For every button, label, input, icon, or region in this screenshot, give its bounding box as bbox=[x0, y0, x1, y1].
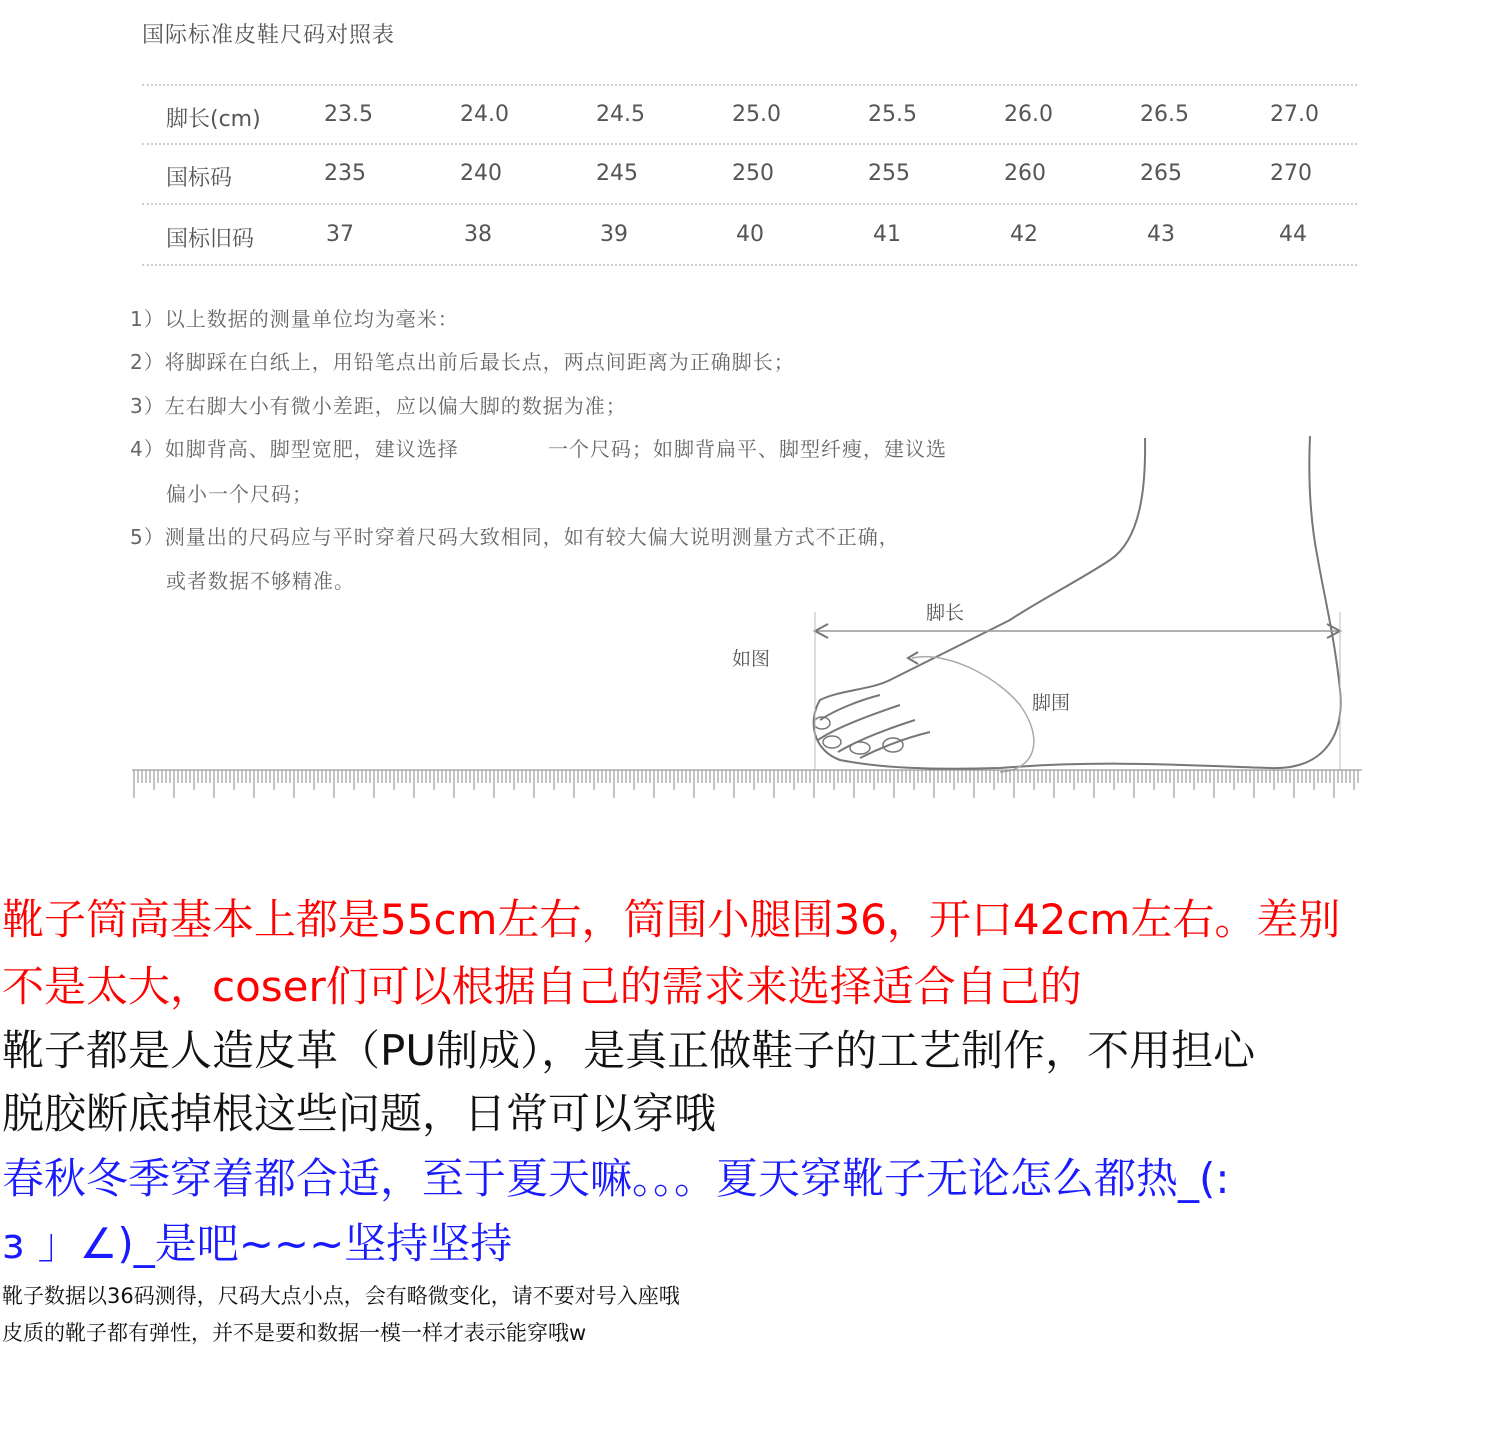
description-black-line: 靴子都是人造皮革（PU制成），是真正做鞋子的工艺制作，不用担心 bbox=[2, 1026, 1256, 1075]
description-blue-line: ɜ 」∠)_是吧~~~坚持坚持 bbox=[2, 1219, 513, 1268]
foot-outline bbox=[814, 436, 1341, 769]
table-cell: 235 bbox=[324, 161, 366, 186]
note-item: 一个尺码；如脚背扁平、脚型纤瘦，建议选 bbox=[548, 437, 947, 461]
table-cell: 44 bbox=[1279, 222, 1307, 247]
table-cell: 41 bbox=[873, 222, 901, 247]
foot-girth-curve bbox=[912, 657, 1034, 772]
table-cell: 26.0 bbox=[1004, 102, 1053, 127]
table-cell: 27.0 bbox=[1270, 102, 1319, 127]
note-item: 或者数据不够精准。 bbox=[166, 569, 355, 593]
note-item: 2）将脚踩在白纸上，用铅笔点出前后最长点，两点间距离为正确脚长； bbox=[130, 350, 795, 374]
table-cell: 250 bbox=[732, 161, 774, 186]
table-cell: 255 bbox=[868, 161, 910, 186]
table-cell: 42 bbox=[1010, 222, 1038, 247]
foot-length-label: 脚长 bbox=[926, 602, 965, 624]
note-item: 偏小一个尺码； bbox=[166, 482, 313, 506]
note-item: 4）如脚背高、脚型宽肥，建议选择 bbox=[130, 437, 459, 461]
table-cell: 270 bbox=[1270, 161, 1312, 186]
as-shown-label: 如图 bbox=[732, 648, 771, 670]
table-cell: 240 bbox=[460, 161, 502, 186]
row-label: 脚长(cm) bbox=[166, 107, 261, 132]
table-cell: 39 bbox=[600, 222, 628, 247]
table-cell: 245 bbox=[596, 161, 638, 186]
row-label: 国标旧码 bbox=[166, 227, 255, 252]
note-item: 5）测量出的尺码应与平时穿着尺码大致相同，如有较大偏大说明测量方式不正确， bbox=[130, 525, 900, 549]
table-cell: 24.5 bbox=[596, 102, 645, 127]
table-cell: 26.5 bbox=[1140, 102, 1189, 127]
description-red-line: 不是太大，coser们可以根据自己的需求来选择适合自己的 bbox=[2, 962, 1082, 1011]
description-blue-line: 春秋冬季穿着都合适，至于夏天嘛。。。夏天穿靴子无论怎么都热_(: bbox=[2, 1154, 1230, 1203]
foot-girth-label: 脚围 bbox=[1032, 692, 1071, 714]
table-cell: 37 bbox=[326, 222, 354, 247]
description-black-line: 脱胶断底掉根这些问题，日常可以穿哦 bbox=[2, 1089, 717, 1138]
table-cell: 24.0 bbox=[460, 102, 509, 127]
toe-line bbox=[820, 695, 880, 720]
table-cell: 43 bbox=[1147, 222, 1175, 247]
table-cell: 38 bbox=[464, 222, 492, 247]
table-cell: 265 bbox=[1140, 161, 1182, 186]
page-title: 国际标准皮鞋尺码对照表 bbox=[142, 23, 396, 48]
description-red-line: 靴子筒高基本上都是55cm左右，筒围小腿围36，开口42cm左右。差别 bbox=[2, 895, 1341, 944]
table-cell: 25.5 bbox=[868, 102, 917, 127]
table-cell: 40 bbox=[736, 222, 764, 247]
note-item: 1）以上数据的测量单位均为毫米： bbox=[130, 307, 459, 331]
row-label: 国标码 bbox=[166, 166, 233, 191]
table-cell: 260 bbox=[1004, 161, 1046, 186]
table-cell: 25.0 bbox=[732, 102, 781, 127]
table-cell: 23.5 bbox=[324, 102, 373, 127]
ruler bbox=[132, 770, 1362, 798]
description-small-line: 靴子数据以36码测得，尺码大点小点，会有略微变化，请不要对号入座哦 bbox=[2, 1284, 680, 1308]
note-item: 3）左右脚大小有微小差距，应以偏大脚的数据为准； bbox=[130, 394, 627, 418]
description-small-line: 皮质的靴子都有弹性，并不是要和数据一模一样才表示能穿哦w bbox=[2, 1321, 587, 1345]
